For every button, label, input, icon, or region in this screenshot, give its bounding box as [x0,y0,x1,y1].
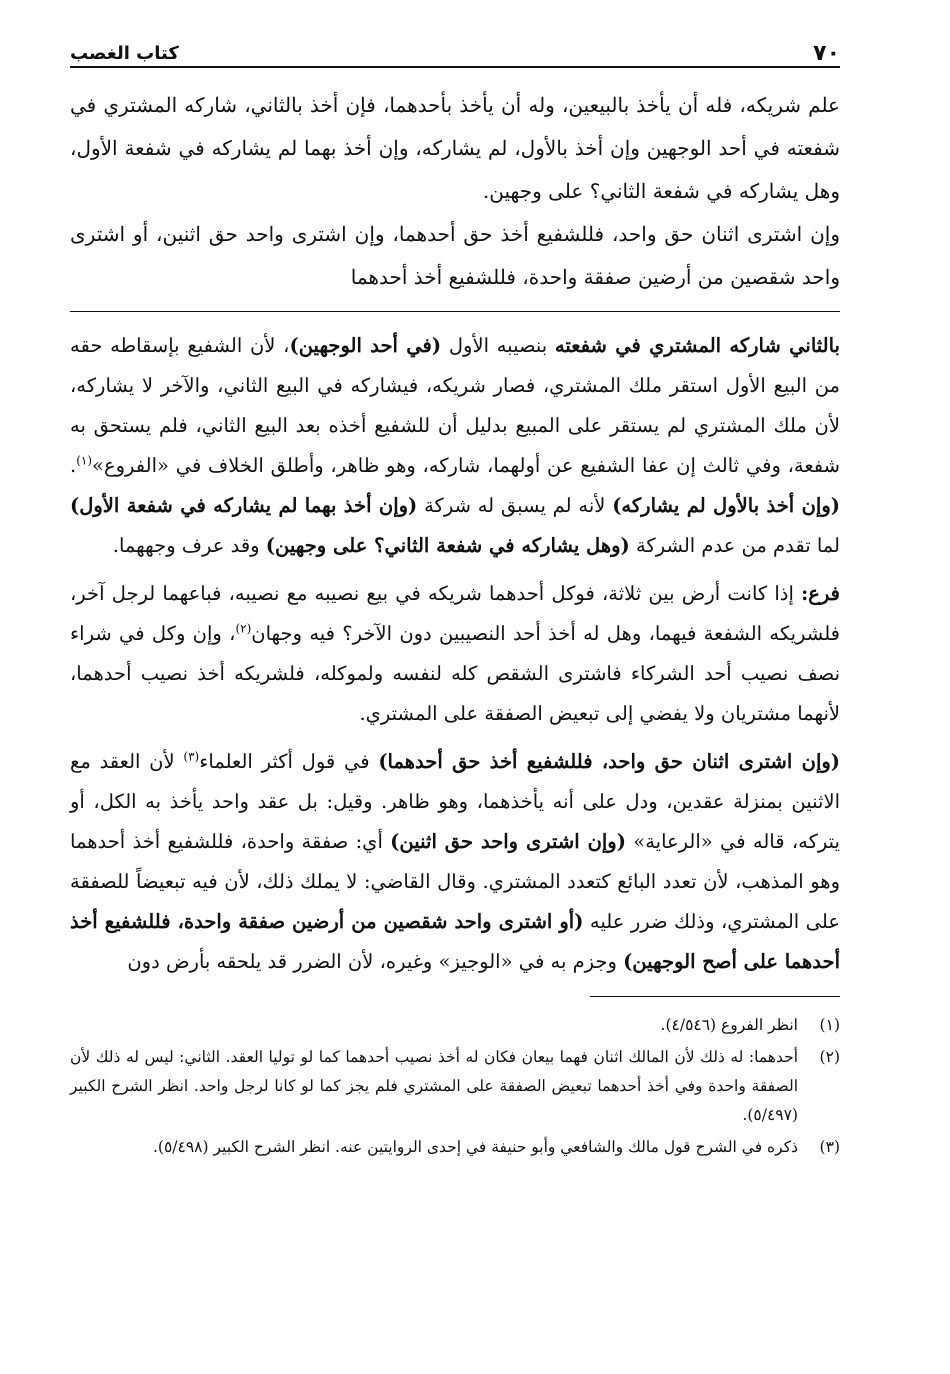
footnote-number: (٢) [819,1048,840,1066]
commentary [70,326,840,982]
quoted-text: (وإن أخذ بهما لم يشاركه في شفعة الأول) [70,494,418,517]
footnote-ref[interactable]: (١) [76,453,93,468]
quoted-text: (وإن اشترى واحد حق اثنين) [390,830,626,853]
quoted-text: (وإن اشترى اثنان حق واحد، فللشفيع أخذ حق أحدهما) [378,750,841,773]
main-text [70,84,840,299]
footnote-ref[interactable]: (٢) [235,621,252,636]
quoted-text: بالثاني شاركه المشتري في شفعته [554,334,840,357]
footnote-divider [590,996,840,997]
quoted-text: (وهل يشاركه في شفعة الثاني؟ على وجهين) [265,534,630,557]
page-header [70,28,840,68]
commentary-text: لأن العقد مع الاثنين بمنزلة عقدين، ودل على أنه يأخذهما، وهو ظاهر. وقيل: بل عقد واحد يأخذ به الكل، أو يتركه، قاله في «الرعاية» [70,750,840,853]
footnote-item [70,1133,840,1162]
commentary-text: لأنه لم يسبق له شركة [417,494,613,517]
footnote-text: انظر الفروع (٤/٥٤٦). [660,1016,798,1034]
book-title: كتاب الغصب [70,43,179,64]
commentary-text: إذا كانت أرض بين ثلاثة، فوكل أحدهما شريكه في بيع نصيبه مع نصيبه، فباعهما لرجل آخر، فلشريكه الشفعة فيهما، وهل له أخذ أحد النصيبين دون الآخر؟ فيه وجهان [70,582,840,645]
main-text-paragraph: وإن اشترى اثنان حق واحد، فللشفيع أخذ حق أحدهما، وإن اشترى واحد حق اثنين، أو اشترى واحد شقصين من أرضين صفقة واحدة، فللشفيع أخذ أحدهما [70,222,840,289]
commentary-paragraph [70,742,840,982]
commentary-text: في قول أكثر العلماء [199,750,379,773]
commentary-paragraph [70,574,840,734]
footnote-number: (١) [819,1016,840,1034]
footnotes [70,1011,840,1162]
quoted-text: (وإن أخذ بالأول لم يشاركه) [612,494,840,517]
footnote-item [70,1011,840,1040]
footnote-text: ذكره في الشرح قول مالك والشافعي وأبو حنيفة في إحدى الروايتين عنه. انظر الشرح الكبير (٥/٤٩٨). [152,1138,798,1156]
page-number: ٧٠ [813,41,840,66]
far-label: فرع: [801,582,840,605]
commentary-text: بنصيبه الأول [441,334,555,357]
footnote-text: أحدهما: له ذلك لأن المالك اثنان فهما بيعان فكان له أخذ نصيب أحدهما كما لو توليا العقد. الثاني: ليس له ذلك لأن الصفقة واحدة وفي أخذ أحدهما تبعيض الصفقة على المشتري فلم يجز كما لو كانا لرجل واحد. انظر الشرح الكبير (٥/٤٩٧). [70,1048,798,1124]
commentary-text: وجزم به في «الوجيز» وغيره، لأن الضرر قد يلحقه بأرض دون [127,950,624,973]
main-text-paragraph: علم شريكه، فله أن يأخذ بالبيعين، وله أن يأخذ بأحدهما، فإن أخذ بالثاني، شاركه المشتري في شفعته في أحد الوجهين وإن أخذ بالأول، لم يشاركه، وإن أخذ بهما لم يشاركه في شفعة الأول، وهل يشاركه في شفعة الثاني؟ على وجهين. [70,93,840,203]
commentary-text: أي: صفقة واحدة، فللشفيع أخذ أحدهما وهو المذهب، لأن تعدد البائع كتعدد المشتري. وقال القاضي: لا يملك ذلك، لأن فيه تبعيضاً للصفقة على المشتري، وذلك ضرر عليه [70,830,840,933]
commentary-text: ، وإن وكل في شراء نصف نصيب أحد الشركاء فاشترى الشقص كله لنفسه ولموكله، فلشريكه أخذ نصيب أحدهما، لأنهما مشتريان ولا يفضي إلى تبعيض الصفقة على المشتري. [70,622,840,725]
commentary-text: . [70,454,77,477]
footnote-number: (٣) [819,1138,840,1156]
main-text-divider [70,311,840,312]
commentary-paragraph [70,326,840,566]
quoted-text: (أو اشترى واحد شقصين من أرضين صفقة واحدة، فللشفيع أخذ أحدهما على أصح الوجهين) [70,910,840,973]
footnote-ref[interactable]: (٣) [183,749,200,764]
commentary-text: لما تقدم من عدم الشركة [629,534,840,557]
document-page [70,28,840,1165]
footnote-item [70,1043,840,1130]
commentary-text: ، لأن الشفيع بإسقاطه حقه من البيع الأول استقر ملك المشتري، فصار شريكه، فيشاركه في البيع الثاني، والآخر لا يشاركه، لأن ملك المشتري لم يستقر على المبيع بدليل أن للشفيع أخذه بعد البيع الثاني، فلم يستحق به شفعة، وفي ثالث إن عفا الشفيع عن أولهما، شاركه، وهو ظاهر، وأطلق الخلاف في «الفروع» [70,334,840,477]
quoted-text: (في أحد الوجهين) [289,334,442,357]
commentary-text: وقد عرف وجههما. [112,534,266,557]
